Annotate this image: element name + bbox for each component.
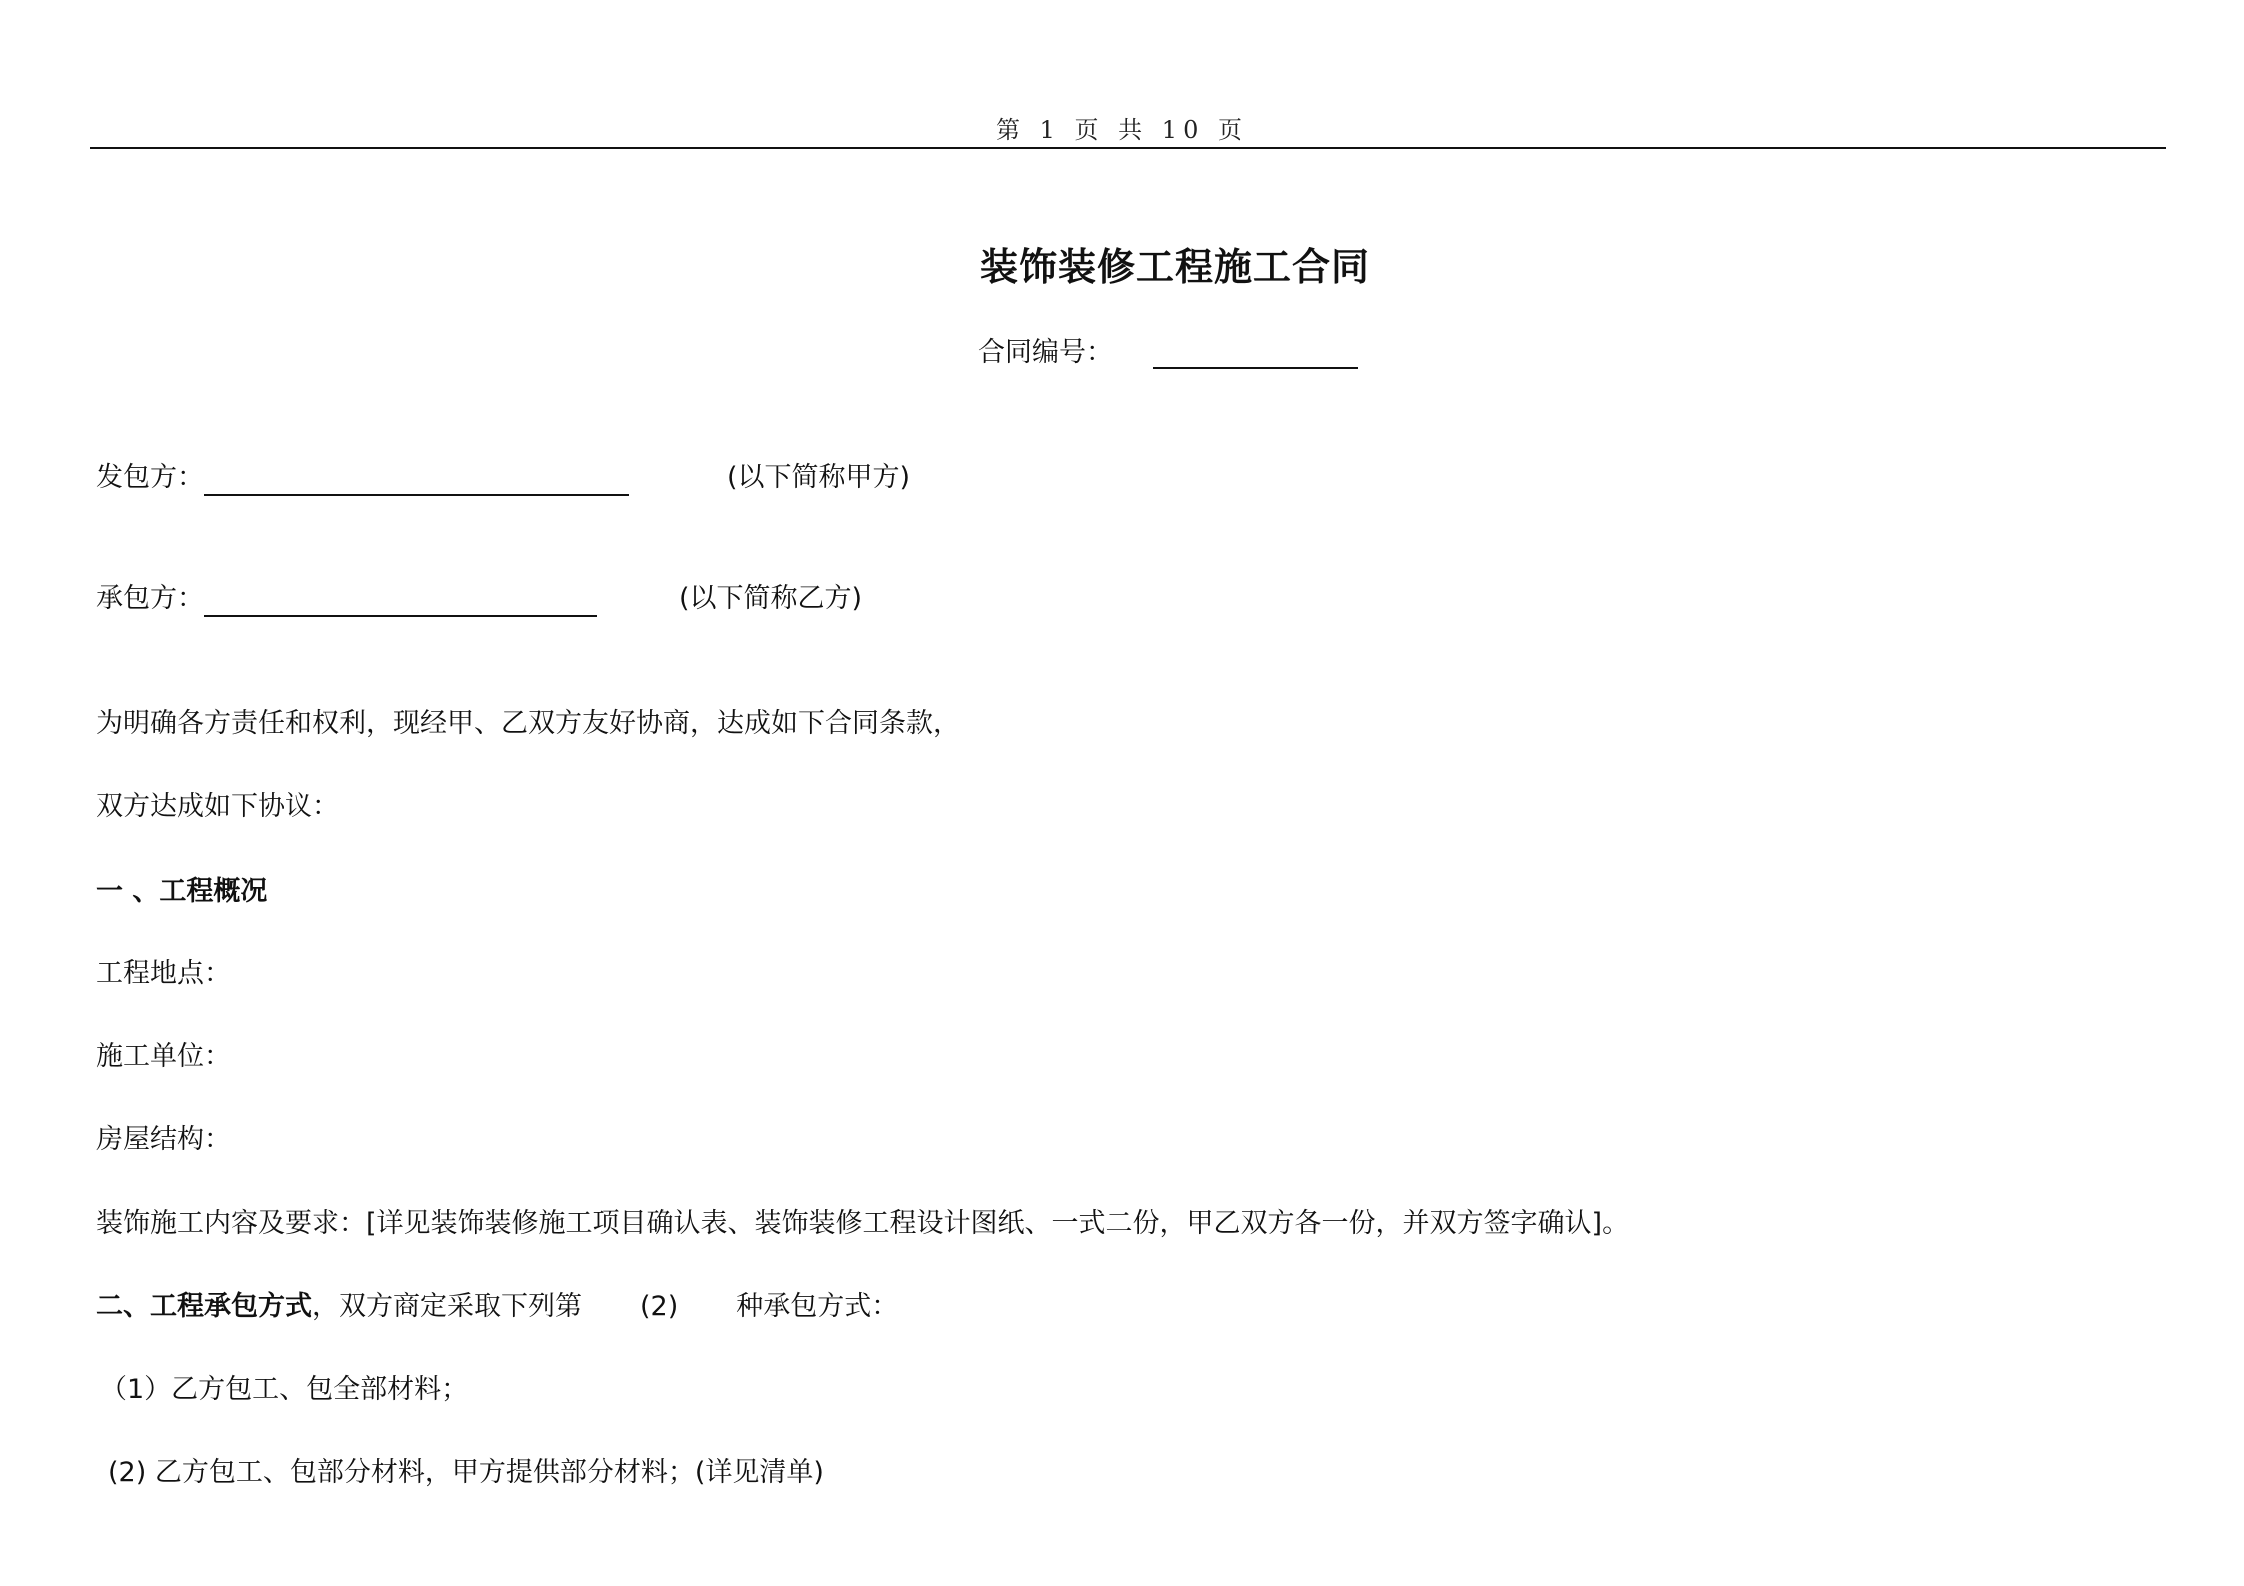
construction-unit-label: 施工单位： (96, 1041, 231, 1072)
option-1: （1）乙方包工、包全部材料； (100, 1374, 469, 1405)
building-structure-label: 房屋结构： (96, 1124, 231, 1155)
contract-number-row (978, 330, 1358, 369)
party-a-row (96, 460, 910, 496)
section-1-heading: 一 、工程概况 (96, 876, 268, 907)
contract-number-label: 合同编号： (978, 337, 1113, 368)
section-2-row (96, 1289, 898, 1325)
party-a-blank (204, 464, 629, 496)
project-site-label: 工程地点： (96, 958, 231, 989)
contract-number-blank (1153, 339, 1358, 369)
party-b-note: (以下简称乙方) (679, 583, 863, 614)
party-b-row (96, 581, 862, 617)
section-2-text-a: ，双方商定采取下列第 (312, 1291, 582, 1322)
section-2-text-b: 种承包方式： (736, 1291, 899, 1322)
section-2-choice: (2) (640, 1291, 679, 1322)
header-divider (90, 147, 2166, 149)
party-a-note: (以下简称甲方) (727, 462, 911, 493)
page-number-header: 第 1 页 共 10 页 (996, 116, 1248, 144)
party-b-label: 承包方： (96, 583, 204, 614)
content-requirements: 装饰施工内容及要求：[详见装饰装修施工项目确认表、装饰装修工程设计图纸、一式二份，甲乙双方各一份，并双方签字确认]。 (96, 1208, 1630, 1239)
document-title: 装饰装修工程施工合同 (980, 245, 1371, 289)
party-a-label: 发包方： (96, 462, 204, 493)
section-2-heading: 二、工程承包方式 (96, 1291, 312, 1322)
intro-paragraph: 为明确各方责任和权利，现经甲、乙双方友好协商，达成如下合同条款， (96, 708, 960, 739)
option-2: (2) 乙方包工、包部分材料，甲方提供部分材料；(详见清单) (108, 1457, 824, 1488)
party-b-blank (204, 585, 597, 617)
agreement-statement: 双方达成如下协议： (96, 791, 339, 822)
